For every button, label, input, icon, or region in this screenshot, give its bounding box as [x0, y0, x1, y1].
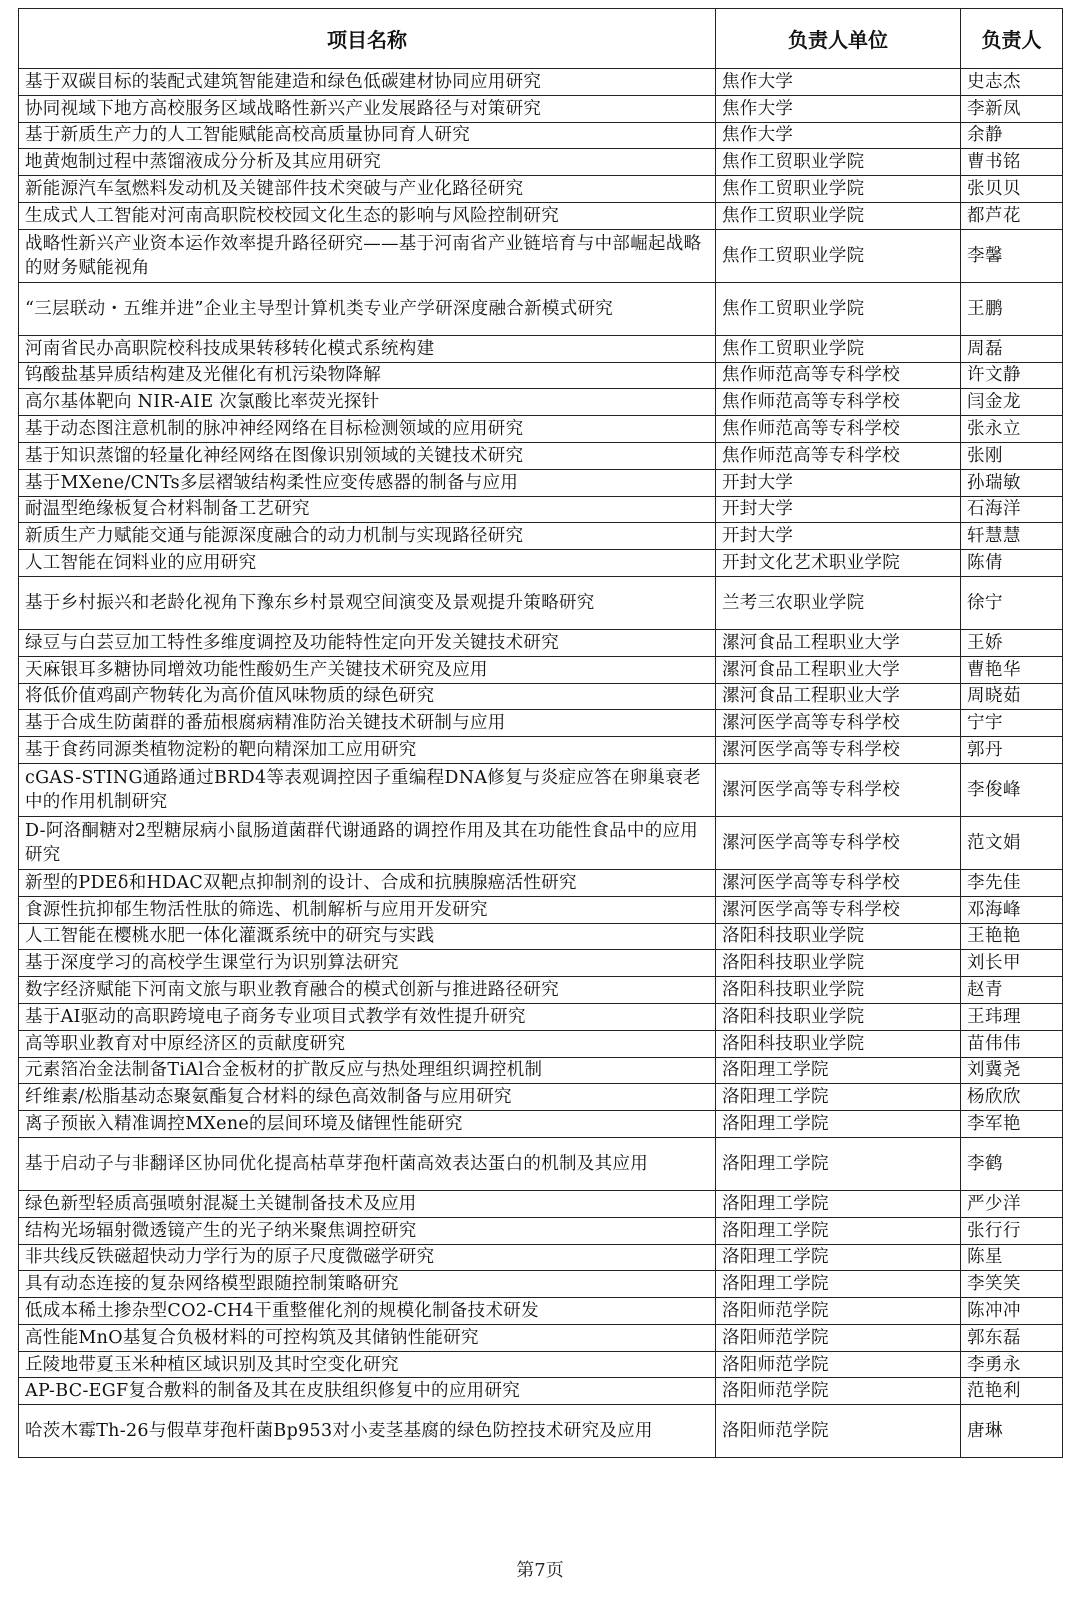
table-row — [19, 335, 1063, 362]
person-cell: 唐琳 — [961, 1405, 1063, 1458]
unit-cell: 焦作工贸职业学院 — [716, 229, 961, 282]
table-row — [19, 1298, 1063, 1325]
unit-cell: 洛阳师范学院 — [716, 1298, 961, 1325]
person-cell: 陈星 — [961, 1244, 1063, 1271]
person-cell: 李勇永 — [961, 1351, 1063, 1378]
project-name-cell: D-阿洛酮糖对2型糖尿病小鼠肠道菌群代谢通路的调控作用及其在功能性食品中的应用研究 — [19, 816, 716, 869]
unit-cell: 焦作大学 — [716, 95, 961, 122]
table-row — [19, 416, 1063, 443]
table-row — [19, 95, 1063, 122]
person-cell: 周磊 — [961, 335, 1063, 362]
unit-cell: 漯河医学高等专科学校 — [716, 869, 961, 896]
table-row — [19, 869, 1063, 896]
unit-cell: 洛阳理工学院 — [716, 1137, 961, 1190]
header-person: 负责人 — [961, 9, 1063, 69]
project-name-cell: 基于知识蒸馏的轻量化神经网络在图像识别领域的关键技术研究 — [19, 442, 716, 469]
project-name-cell: 将低价值鸡副产物转化为高价值风味物质的绿色研究 — [19, 683, 716, 710]
table-row — [19, 816, 1063, 869]
project-name-cell: 绿豆与白芸豆加工特性多维度调控及功能特性定向开发关键技术研究 — [19, 629, 716, 656]
table-row — [19, 683, 1063, 710]
person-cell: 范艳利 — [961, 1378, 1063, 1405]
unit-cell: 开封大学 — [716, 469, 961, 496]
unit-cell: 开封大学 — [716, 496, 961, 523]
person-cell: 许文静 — [961, 362, 1063, 389]
project-name-cell: 哈茨木霉Th-26与假草芽孢杆菌Bp953对小麦茎基腐的绿色防控技术研究及应用 — [19, 1405, 716, 1458]
table-row — [19, 176, 1063, 203]
project-name-cell: 结构光场辐射微透镜产生的光子纳米聚焦调控研究 — [19, 1217, 716, 1244]
project-name-cell: 纤维素/松脂基动态聚氨酯复合材料的绿色高效制备与应用研究 — [19, 1084, 716, 1111]
table-row — [19, 1190, 1063, 1217]
table-row — [19, 923, 1063, 950]
person-cell: 李先佳 — [961, 869, 1063, 896]
table-row — [19, 389, 1063, 416]
person-cell: 邓海峰 — [961, 896, 1063, 923]
project-name-cell: 具有动态连接的复杂网络模型跟随控制策略研究 — [19, 1271, 716, 1298]
table-row — [19, 149, 1063, 176]
unit-cell: 焦作师范高等专科学校 — [716, 442, 961, 469]
project-name-cell: 基于深度学习的高校学生课堂行为识别算法研究 — [19, 950, 716, 977]
person-cell: 张永立 — [961, 416, 1063, 443]
table-row — [19, 737, 1063, 764]
table-row — [19, 1030, 1063, 1057]
project-name-cell: 耐温型绝缘板复合材料制备工艺研究 — [19, 496, 716, 523]
project-name-cell: 基于AI驱动的高职跨境电子商务专业项目式教学有效性提升研究 — [19, 1003, 716, 1030]
project-name-cell: 丘陵地带夏玉米种植区域识别及其时空变化研究 — [19, 1351, 716, 1378]
project-name-cell: 基于MXene/CNTs多层褶皱结构柔性应变传感器的制备与应用 — [19, 469, 716, 496]
table-row — [19, 469, 1063, 496]
project-name-cell: 钨酸盐基异质结构建及光催化有机污染物降解 — [19, 362, 716, 389]
table-row — [19, 69, 1063, 96]
unit-cell: 漯河医学高等专科学校 — [716, 710, 961, 737]
person-cell: 王玮理 — [961, 1003, 1063, 1030]
table-row — [19, 496, 1063, 523]
project-name-cell: 新型的PDEδ和HDAC双靶点抑制剂的设计、合成和抗胰腺癌活性研究 — [19, 869, 716, 896]
person-cell: 李军艳 — [961, 1111, 1063, 1138]
unit-cell: 焦作工贸职业学院 — [716, 335, 961, 362]
project-name-cell: 非共线反铁磁超快动力学行为的原子尺度微磁学研究 — [19, 1244, 716, 1271]
unit-cell: 漯河医学高等专科学校 — [716, 896, 961, 923]
project-name-cell: 基于双碳目标的装配式建筑智能建造和绿色低碳建材协同应用研究 — [19, 69, 716, 96]
person-cell: 石海洋 — [961, 496, 1063, 523]
table-row — [19, 1351, 1063, 1378]
table-row — [19, 523, 1063, 550]
unit-cell: 焦作师范高等专科学校 — [716, 362, 961, 389]
unit-cell: 焦作工贸职业学院 — [716, 149, 961, 176]
table-row — [19, 1111, 1063, 1138]
table-row — [19, 1405, 1063, 1458]
person-cell: 轩慧慧 — [961, 523, 1063, 550]
project-name-cell: 人工智能在樱桃水肥一体化灌溉系统中的研究与实践 — [19, 923, 716, 950]
table-row — [19, 656, 1063, 683]
person-cell: 王娇 — [961, 629, 1063, 656]
table-row — [19, 950, 1063, 977]
project-name-cell: 生成式人工智能对河南高职院校校园文化生态的影响与风险控制研究 — [19, 202, 716, 229]
unit-cell: 洛阳科技职业学院 — [716, 950, 961, 977]
unit-cell: 漯河医学高等专科学校 — [716, 816, 961, 869]
person-cell: 李馨 — [961, 229, 1063, 282]
unit-cell: 洛阳师范学院 — [716, 1351, 961, 1378]
unit-cell: 漯河医学高等专科学校 — [716, 737, 961, 764]
unit-cell: 漯河食品工程职业大学 — [716, 656, 961, 683]
table-row — [19, 122, 1063, 149]
table-row — [19, 710, 1063, 737]
person-cell: 郭东磊 — [961, 1324, 1063, 1351]
project-name-cell: 地黄炮制过程中蒸馏液成分分析及其应用研究 — [19, 149, 716, 176]
table-row — [19, 1084, 1063, 1111]
unit-cell: 洛阳理工学院 — [716, 1271, 961, 1298]
table-row — [19, 1271, 1063, 1298]
table-row — [19, 202, 1063, 229]
table-row — [19, 896, 1063, 923]
table-row — [19, 1057, 1063, 1084]
unit-cell: 洛阳理工学院 — [716, 1190, 961, 1217]
person-cell: 李新凤 — [961, 95, 1063, 122]
project-name-cell: 基于动态图注意机制的脉冲神经网络在目标检测领域的应用研究 — [19, 416, 716, 443]
person-cell: 陈冲冲 — [961, 1298, 1063, 1325]
unit-cell: 洛阳师范学院 — [716, 1405, 961, 1458]
project-name-cell: 河南省民办高职院校科技成果转移转化模式系统构建 — [19, 335, 716, 362]
unit-cell: 洛阳科技职业学院 — [716, 977, 961, 1004]
table-row — [19, 442, 1063, 469]
table-row — [19, 229, 1063, 282]
unit-cell: 开封文化艺术职业学院 — [716, 550, 961, 577]
person-cell: 宁宇 — [961, 710, 1063, 737]
project-name-cell: 高性能MnO基复合负极材料的可控构筑及其储钠性能研究 — [19, 1324, 716, 1351]
unit-cell: 洛阳师范学院 — [716, 1324, 961, 1351]
project-name-cell: 高尔基体靶向 NIR-AIE 次氯酸比率荧光探针 — [19, 389, 716, 416]
project-name-cell: AP-BC-EGF复合敷料的制备及其在皮肤组织修复中的应用研究 — [19, 1378, 716, 1405]
unit-cell: 漯河食品工程职业大学 — [716, 629, 961, 656]
person-cell: 陈倩 — [961, 550, 1063, 577]
unit-cell: 焦作工贸职业学院 — [716, 176, 961, 203]
table-row — [19, 362, 1063, 389]
project-name-cell: 新能源汽车氢燃料发动机及关键部件技术突破与产业化路径研究 — [19, 176, 716, 203]
person-cell: 郭丹 — [961, 737, 1063, 764]
table-row — [19, 1378, 1063, 1405]
person-cell: 李笑笑 — [961, 1271, 1063, 1298]
project-name-cell: 基于乡村振兴和老龄化视角下豫东乡村景观空间演变及景观提升策略研究 — [19, 576, 716, 629]
person-cell: 张行行 — [961, 1217, 1063, 1244]
person-cell: 严少洋 — [961, 1190, 1063, 1217]
project-name-cell: 新质生产力赋能交通与能源深度融合的动力机制与实现路径研究 — [19, 523, 716, 550]
project-table — [18, 8, 1063, 1458]
person-cell: 赵青 — [961, 977, 1063, 1004]
person-cell: 史志杰 — [961, 69, 1063, 96]
table-row — [19, 1244, 1063, 1271]
page-number: 第7页 — [516, 1560, 564, 1581]
project-name-cell: 绿色新型轻质高强喷射混凝土关键制备技术及应用 — [19, 1190, 716, 1217]
table-header-row — [19, 9, 1063, 69]
person-cell: 闫金龙 — [961, 389, 1063, 416]
project-name-cell: 协同视域下地方高校服务区域战略性新兴产业发展路径与对策研究 — [19, 95, 716, 122]
project-name-cell: 人工智能在饲料业的应用研究 — [19, 550, 716, 577]
table-row — [19, 1217, 1063, 1244]
project-name-cell: 食源性抗抑郁生物活性肽的筛选、机制解析与应用开发研究 — [19, 896, 716, 923]
person-cell: 都芦花 — [961, 202, 1063, 229]
unit-cell: 兰考三农职业学院 — [716, 576, 961, 629]
unit-cell: 焦作师范高等专科学校 — [716, 416, 961, 443]
unit-cell: 洛阳理工学院 — [716, 1244, 961, 1271]
person-cell: 苗伟伟 — [961, 1030, 1063, 1057]
unit-cell: 焦作工贸职业学院 — [716, 282, 961, 335]
project-name-cell: cGAS-STING通路通过BRD4等表观调控因子重编程DNA修复与炎症应答在卵巢衰老中的作用机制研究 — [19, 763, 716, 816]
table-row — [19, 1324, 1063, 1351]
unit-cell: 漯河医学高等专科学校 — [716, 763, 961, 816]
person-cell: 刘长甲 — [961, 950, 1063, 977]
person-cell: 周晓茹 — [961, 683, 1063, 710]
project-name-cell: 离子预嵌入精准调控MXene的层间环境及储锂性能研究 — [19, 1111, 716, 1138]
person-cell: 曹书铭 — [961, 149, 1063, 176]
person-cell: 徐宁 — [961, 576, 1063, 629]
table-row — [19, 1137, 1063, 1190]
unit-cell: 焦作大学 — [716, 122, 961, 149]
person-cell: 王艳艳 — [961, 923, 1063, 950]
table-row — [19, 550, 1063, 577]
project-name-cell: 元素箔冶金法制备TiAl合金板材的扩散反应与热处理组织调控机制 — [19, 1057, 716, 1084]
table-row — [19, 977, 1063, 1004]
unit-cell: 焦作工贸职业学院 — [716, 202, 961, 229]
unit-cell: 漯河食品工程职业大学 — [716, 683, 961, 710]
header-unit: 负责人单位 — [716, 9, 961, 69]
person-cell: 曹艳华 — [961, 656, 1063, 683]
person-cell: 范文娟 — [961, 816, 1063, 869]
project-name-cell: 基于食药同源类植物淀粉的靶向精深加工应用研究 — [19, 737, 716, 764]
table-row — [19, 1003, 1063, 1030]
unit-cell: 洛阳科技职业学院 — [716, 923, 961, 950]
header-project-name: 项目名称 — [19, 9, 716, 69]
person-cell: 李鹤 — [961, 1137, 1063, 1190]
project-name-cell: 基于启动子与非翻译区协同优化提高枯草芽孢杆菌高效表达蛋白的机制及其应用 — [19, 1137, 716, 1190]
table-row — [19, 282, 1063, 335]
unit-cell: 焦作师范高等专科学校 — [716, 389, 961, 416]
unit-cell: 洛阳理工学院 — [716, 1217, 961, 1244]
person-cell: 张刚 — [961, 442, 1063, 469]
table-row — [19, 763, 1063, 816]
person-cell: 余静 — [961, 122, 1063, 149]
project-name-cell: 低成本稀土掺杂型CO2-CH4干重整催化剂的规模化制备技术研发 — [19, 1298, 716, 1325]
unit-cell: 洛阳理工学院 — [716, 1084, 961, 1111]
unit-cell: 洛阳科技职业学院 — [716, 1030, 961, 1057]
person-cell: 孙瑞敏 — [961, 469, 1063, 496]
table-body — [19, 69, 1063, 1458]
person-cell: 刘冀尧 — [961, 1057, 1063, 1084]
person-cell: 杨欣欣 — [961, 1084, 1063, 1111]
table-row — [19, 576, 1063, 629]
unit-cell: 开封大学 — [716, 523, 961, 550]
table-row — [19, 629, 1063, 656]
project-name-cell: 战略性新兴产业资本运作效率提升路径研究——基于河南省产业链培育与中部崛起战略的财务赋能视角 — [19, 229, 716, 282]
project-name-cell: 高等职业教育对中原经济区的贡献度研究 — [19, 1030, 716, 1057]
unit-cell: 洛阳师范学院 — [716, 1378, 961, 1405]
project-name-cell: 基于新质生产力的人工智能赋能高校高质量协同育人研究 — [19, 122, 716, 149]
unit-cell: 焦作大学 — [716, 69, 961, 96]
unit-cell: 洛阳理工学院 — [716, 1111, 961, 1138]
unit-cell: 洛阳理工学院 — [716, 1057, 961, 1084]
project-name-cell: 天麻银耳多糖协同增效功能性酸奶生产关键技术研究及应用 — [19, 656, 716, 683]
person-cell: 李俊峰 — [961, 763, 1063, 816]
project-name-cell: 基于合成生防菌群的番茄根腐病精准防治关键技术研制与应用 — [19, 710, 716, 737]
project-name-cell: 数字经济赋能下河南文旅与职业教育融合的模式创新与推进路径研究 — [19, 977, 716, 1004]
person-cell: 张贝贝 — [961, 176, 1063, 203]
person-cell: 王鹏 — [961, 282, 1063, 335]
unit-cell: 洛阳科技职业学院 — [716, 1003, 961, 1030]
project-name-cell: “三层联动・五维并进”企业主导型计算机类专业产学研深度融合新模式研究 — [19, 282, 716, 335]
